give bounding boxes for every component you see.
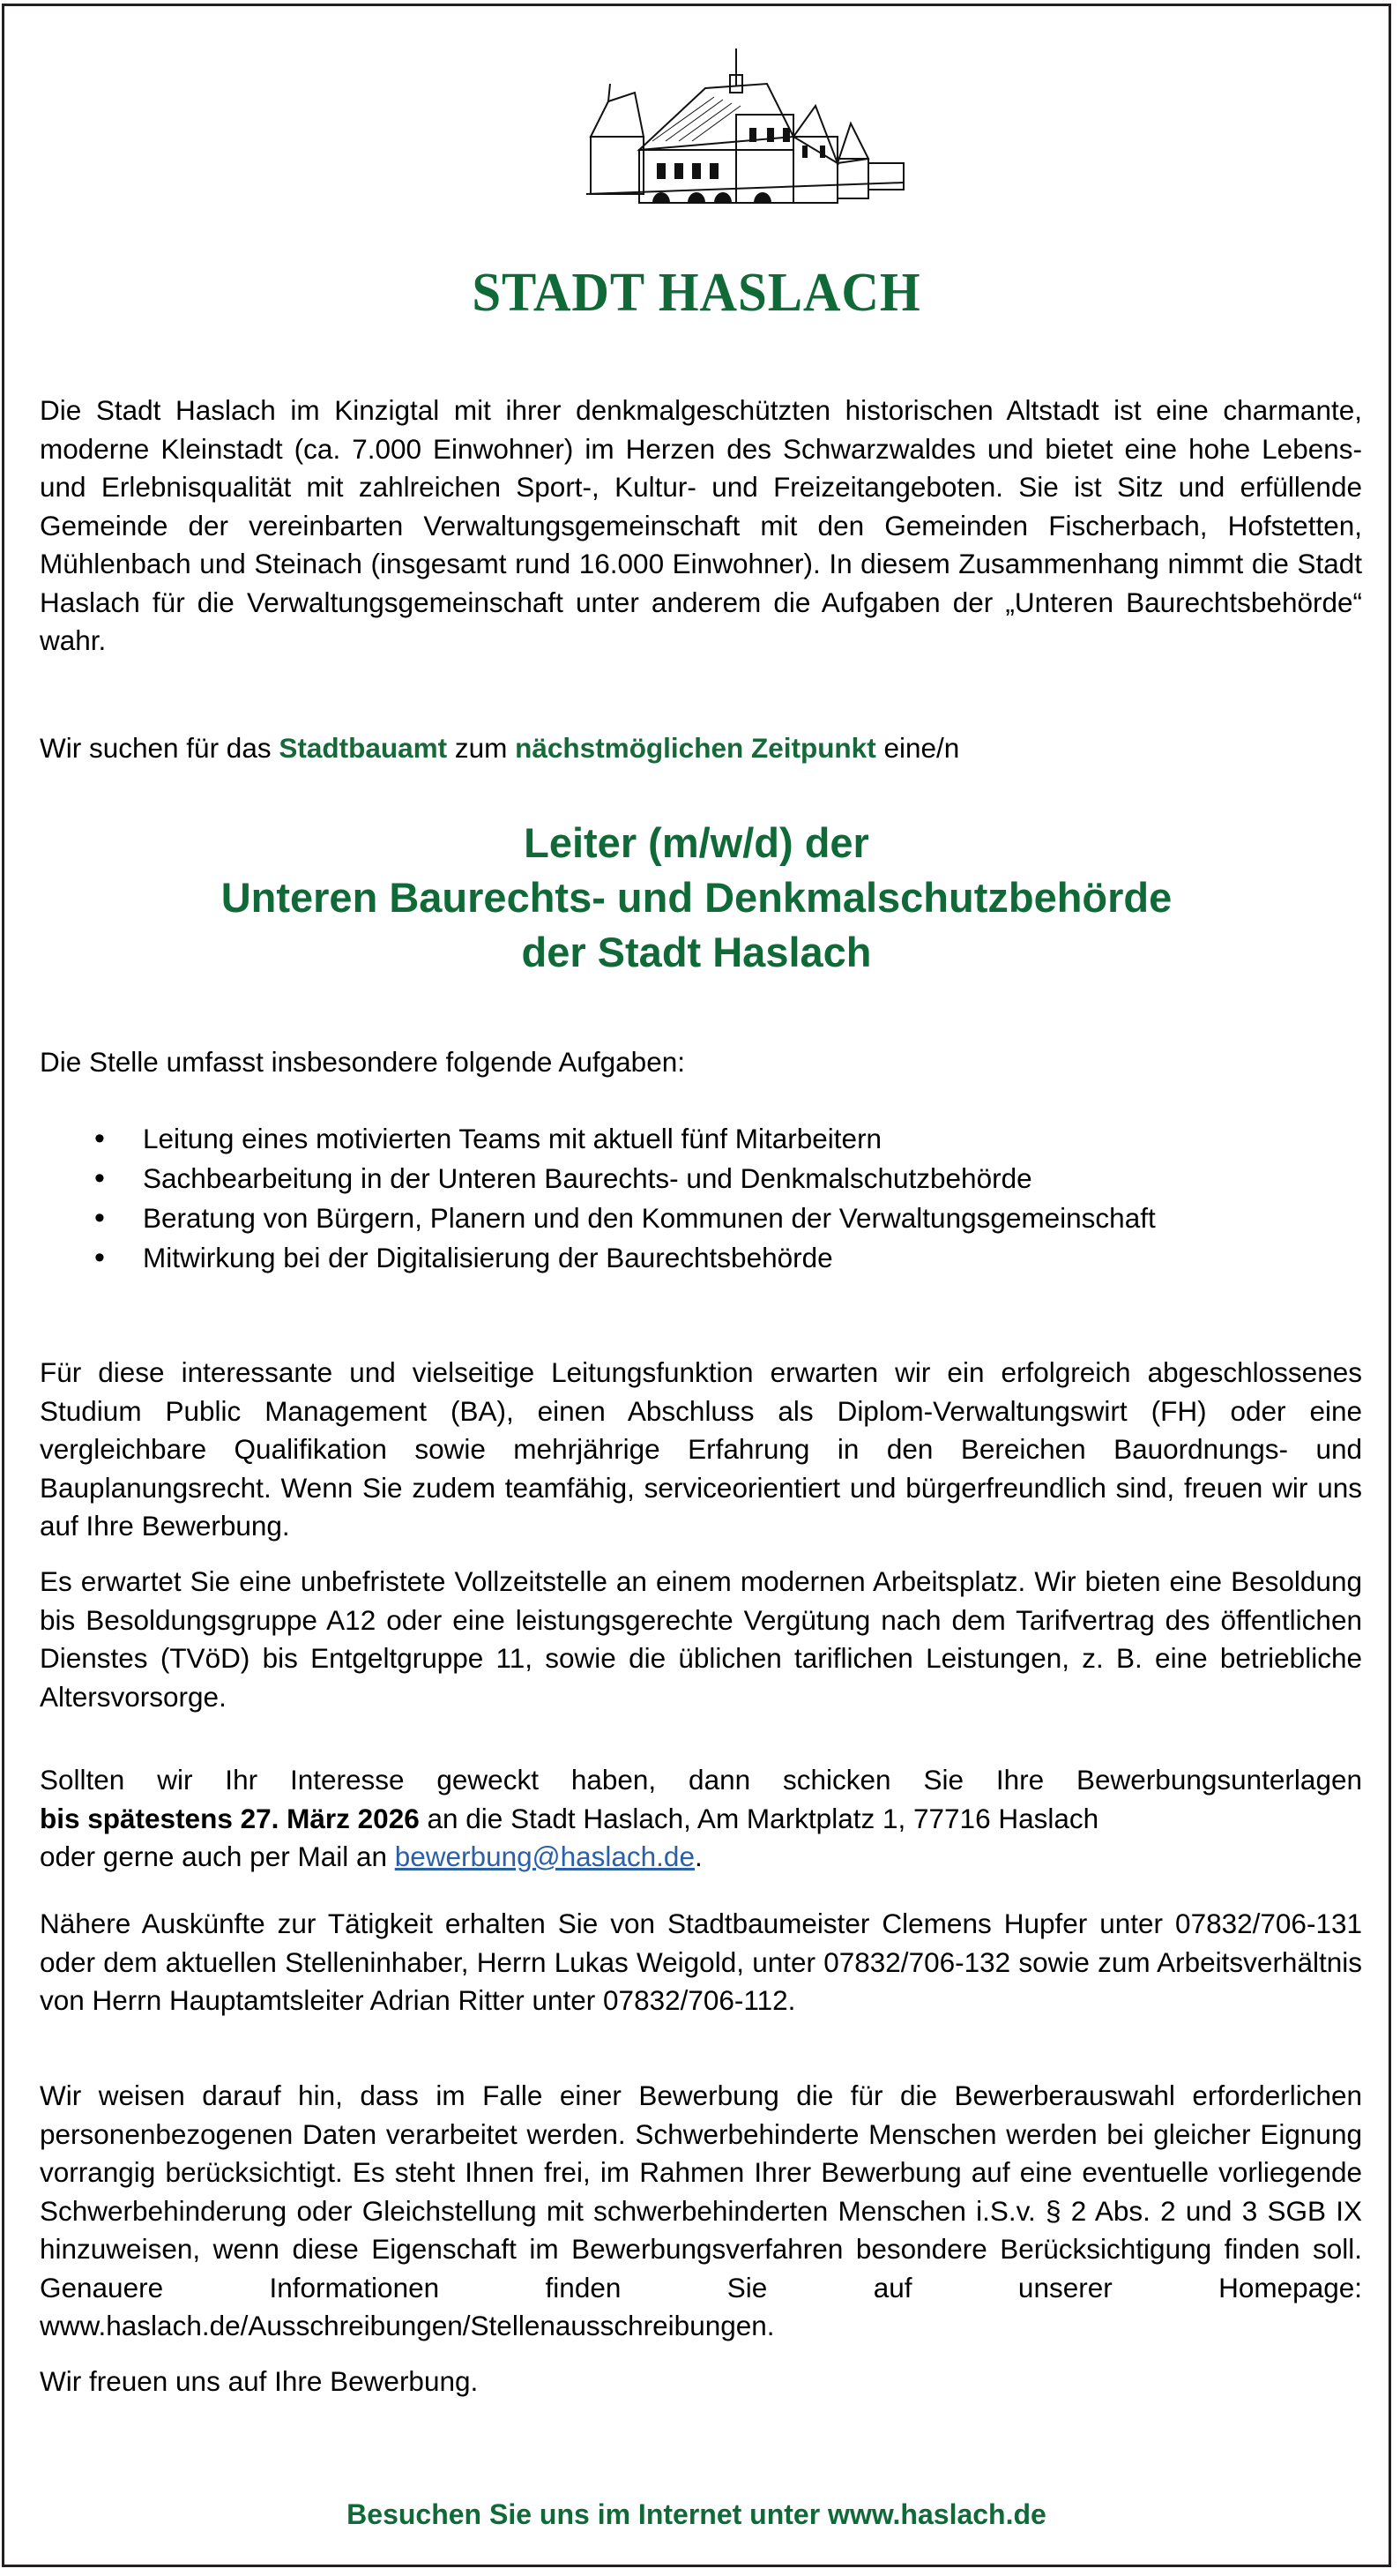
offer-paragraph: Es erwartet Sie eine unbefristete Vollzeitstelle an einem modernen Arbeitsplatz. Wir bieten eine Besoldung bis Besoldungsgruppe A12 oder eine leistungsgerechte Vergütung nach dem Tarifvertrag des öffentlichen Dienstes (TVöD) bis Entgeltgruppe 11, sowie die üblichen tariflichen Leistungen, z. B. eine betriebliche Altersvorsorge. [40, 1565, 1362, 1713]
apply-line-1: Sollten wir Ihr Interesse geweckt haben, dann schicken Sie Ihre Bewerbungsunterlagen [40, 1764, 1362, 1796]
search-line [40, 729, 1362, 768]
mail-suffix: . [694, 1841, 703, 1872]
job-title [4, 816, 1389, 980]
requirements-paragraph: Für diese interessante und vielseitige Leitungsfunktion erwarten wir ein erfolgreich abgeschlossenes Studium Public Management (BA), einen Abschluss als Diplom-Verwaltungswirt (FH) oder eine vergleichbare Qualifikation sowie mehrjährige Erfahrung in den Bereichen Bauordnungs- und Bauplanungsrecht. Wenn Sie zudem teamfähig, serviceorientiert und bürgerfreundlich sind, freuen wir uns auf Ihre Bewerbung. [40, 1356, 1362, 1542]
job-title-line-2: Unteren Baurechts- und Denkmalschutzbehörde [220, 874, 1173, 921]
address: an die Stadt Haslach, Am Marktplatz 1, 77716 Haslach [419, 1802, 1099, 1834]
task-item: • Sachbearbeitung in der Unteren Baurechts- und Denkmalschutzbehörde [40, 1159, 1156, 1198]
privacy-paragraph: Wir weisen darauf hin, dass im Falle einer Bewerbung die für die Bewerberauswahl erforderlichen personenbezogenen Daten verarbeitet werden. Schwerbehinderte Menschen werden bei gleicher Eignung vorrangig berücksichtigt. Es steht Ihnen frei, im Rahmen Ihrer Bewerbung auf eine eventuelle vorliegende Schwerbehinderung oder Gleichstellung mit schwerbehinderten Menschen i.S.v. § 2 Abs. 2 und 3 SGB IX hinzuweisen, wenn diese Eigenschaft im Bewerbungsverfahren besondere Berücksichtigung finden soll. Genauere Informationen finden Sie auf unserer Homepage: www.haslach.de/Ausschreibungen/Stellenausschreibungen. [40, 2079, 1362, 2341]
footer-website[interactable]: Besuchen Sie uns im Internet unter www.haslach.de [346, 2498, 1046, 2530]
job-title-line-3: der Stadt Haslach [521, 929, 872, 975]
deadline: bis spätestens 27. März 2026 [40, 1802, 420, 1834]
search-prefix: Wir suchen für das [40, 732, 279, 764]
task-item: • Leitung eines motivierten Teams mit aktuell fünf Mitarbeitern [40, 1119, 1156, 1159]
search-middle: zum [447, 732, 516, 764]
job-ad-frame [2, 4, 1391, 2567]
search-suffix: eine/n [875, 732, 960, 764]
department: Stadtbauamt [279, 732, 448, 764]
mail-prefix: oder gerne auch per Mail an [40, 1841, 395, 1872]
task-item: • Mitwirkung bei der Digitalisierung der Baurechtsbehörde [40, 1238, 1156, 1278]
task-item: • Beratung von Bürgern, Planern und den Kommunen der Verwaltungsgemeinschaft [40, 1198, 1156, 1238]
town-hall-illustration-icon [582, 31, 908, 216]
task-list [40, 1119, 1156, 1278]
job-title-line-1: Leiter (m/w/d) der [524, 819, 869, 866]
tasks-intro: Die Stelle umfasst insbesondere folgende Aufgaben: [40, 1046, 685, 1078]
intro-paragraph: Die Stadt Haslach im Kinzigtal mit ihrer denkmalgeschützten historischen Altstadt ist eine charmante, moderne Kleinstadt (ca. 7.000 Einwohner) im Herzen des Schwarzwaldes und bietet eine hohe Lebens- und Erlebnisqualität mit zahlreichen Sport-, Kultur- und Freizeitangeboten. Sie ist Sitz und erfüllende Gemeinde der vereinbarten Verwaltungsgemeinschaft mit den Gemeinden Fischerbach, Hofstetten, Mühlenbach und Steinach (insgesamt rund 16.000 Einwohner). In diesem Zusammenhang nimmt die Stadt Haslach für die Verwaltungsgemeinschaft unter anderem die Aufgaben der „Unteren Baurechtsbehörde“ wahr. [40, 394, 1362, 656]
closing-line: Wir freuen uns auf Ihre Bewerbung. [40, 2365, 479, 2397]
email-link[interactable]: bewerbung@haslach.de [394, 1841, 695, 1872]
contacts-paragraph: Nähere Auskünfte zur Tätigkeit erhalten Sie von Stadtbaumeister Clemens Hupfer unter 07832/706-131 oder dem aktuellen Stelleninhaber, Herrn Lukas Weigold, unter 07832/706-132 sowie zum Arbeitsverhältnis von Herrn Hauptamtsleiter Adrian Ritter unter 07832/706-112. [40, 1908, 1362, 2016]
page-title: STADT HASLACH [472, 263, 921, 323]
apply-paragraph [40, 1761, 1362, 1877]
start-date: nächstmöglichen Zeitpunkt [515, 732, 876, 764]
